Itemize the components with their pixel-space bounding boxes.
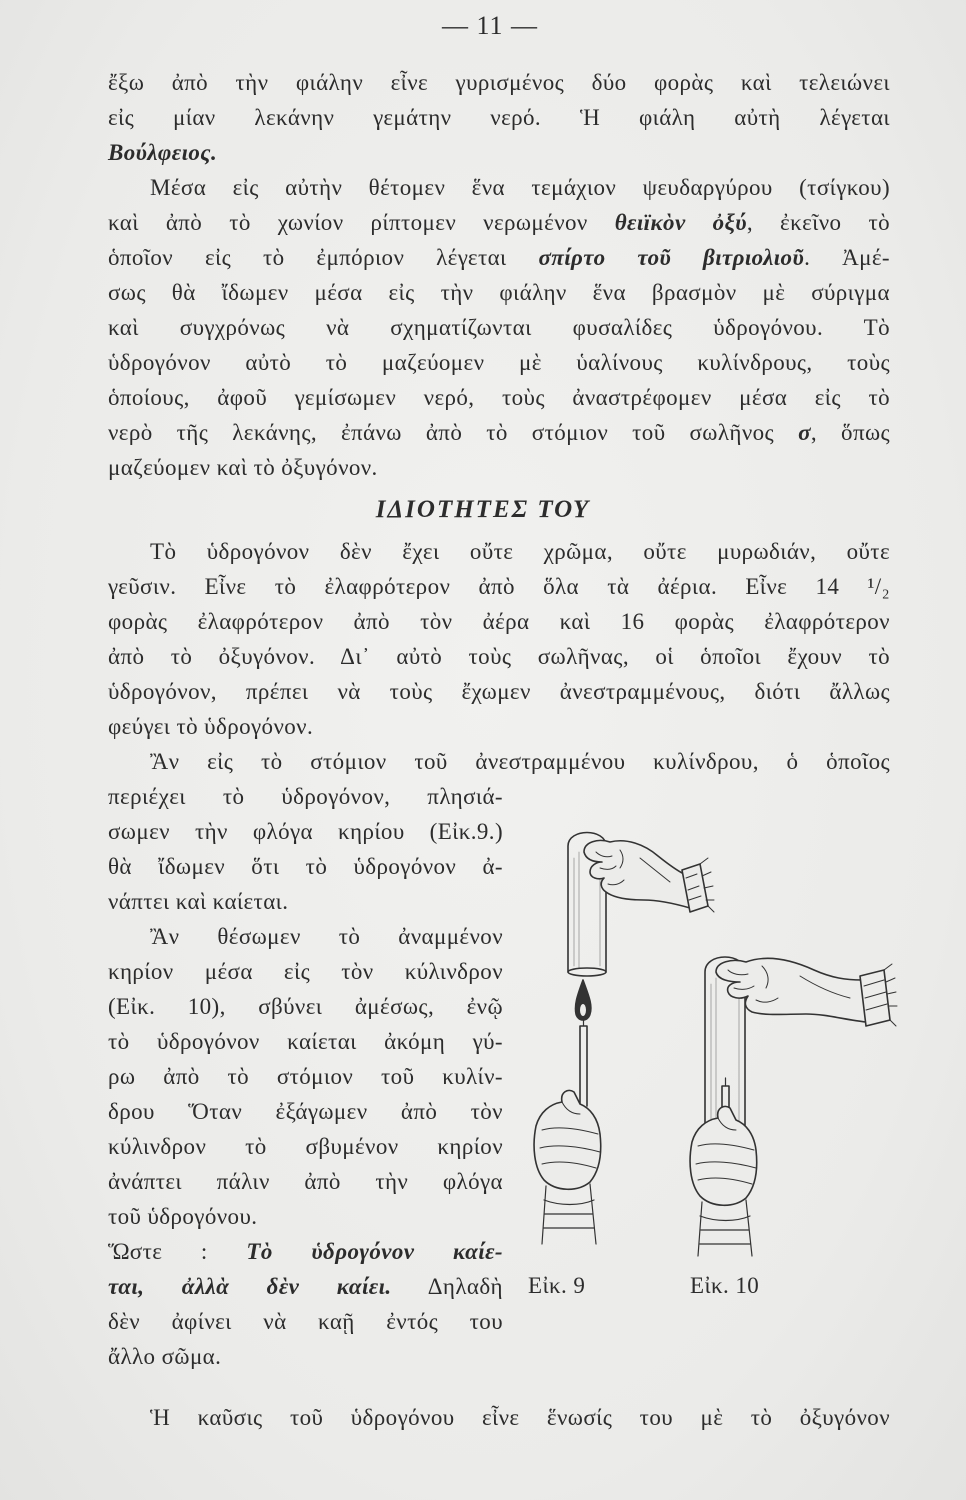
text-line [108,100,890,135]
page-number: — 11 — [441,11,539,40]
text-run: θὰ ἴδωμεν ὅτι τὸ ὑδρογόνον ἀ- [108,854,503,879]
text-run: καὶ ἀπὸ τὸ χωνίον ρίπτομεν νερωμένον [108,210,615,235]
text-run: φορὰς ἐλαφρότερον ἀπὸ τὸν ἀέρα καὶ 16 φορὰς ἐλαφρότερον [108,609,890,634]
text-run: ἔξω ἀπὸ τὴν φιάλην εἶνε γυρισμένος δύο φορὰς καὶ τελειώνει [108,70,890,95]
text-line [108,744,890,779]
emphasis-run: σπίρτο τοῦ βιτριολιοῦ [538,245,805,270]
figure-9-candle [580,1026,587,1106]
text-line [108,1164,503,1199]
figure-9-sleeve [542,1184,596,1244]
text-run: γεῦσιν. Εἶνε τὸ ἐλαφρότερον ἀπὸ ὅλα τὰ ἀέρια. Εἶνε 14 ¹/₂ [108,574,890,599]
text-run: ἀπὸ τὸ ὀξυγόνον. Δι᾽ αὐτὸ τοὺς σωλῆνας, οἱ ὁποῖοι ἔχουν τὸ [108,644,890,669]
text-run: ὁποῖον εἰς τὸ ἐμπόριον λέγεται [108,245,539,270]
text-line [108,849,503,884]
text-run: ἀνάπτει πάλιν ἀπὸ τὴν φλόγα [108,1169,503,1194]
text-line [108,639,890,674]
text-run: κύλινδρον τὸ σβυμένον κηρίον [108,1134,503,1159]
text-run: Ἂν εἰς τὸ στόμιον τοῦ ἀνεστραμμένου κυλίνδρου, ὁ ὁποῖος [150,749,890,774]
text-run: Δηλαδὴ [391,1274,503,1299]
text-line [108,1059,503,1094]
text-run: (Εἰκ. 10), σβύνει ἀμέσως, ἐνῷ [108,994,503,1019]
figure-9-cylinder-mouth [568,968,606,976]
text-line [108,709,890,744]
figure-10-sleeve [698,1200,752,1256]
text-run: καὶ συγχρόνως νὰ σχηματίζωνται φυσαλίδες ὑδρογόνου. Τὸ [108,315,890,340]
text-line [108,1129,503,1164]
text-run: ὑδρογόνον, πρέπει νὰ τοὺς ἔχωμεν ἀνεστραμμένους, διότι ἄλλως [108,679,890,704]
text-run: νάπτει καὶ καίεται. [108,889,289,914]
emphasis-run: θειϊκὸν ὀξύ [614,210,747,235]
text-run: εἰς μίαν λεκάνην γεμάτην νερό. Ἡ φιάλη αὐτὴ λέγεται [108,105,890,130]
text-line [108,919,503,954]
text-line [108,604,890,639]
text-line [108,450,890,485]
text-line [108,1199,503,1234]
intro-paragraphs [108,65,890,485]
figure-9 [534,833,714,1245]
text-line [108,1234,503,1269]
figure-9-caption: Εἰκ. 9 [528,1273,586,1298]
text-line [108,240,890,275]
emphasis-run: σ [798,420,811,445]
text-run: δὲν ἀφίνει νὰ καῇ ἐντός του [108,1309,503,1334]
figure-9-flame-core [580,1004,586,1016]
text-line [108,1400,890,1435]
text-line [108,674,890,709]
figure-10-caption: Εἰκ. 10 [690,1273,760,1298]
closing-paragraph [108,1400,890,1435]
text-line [108,814,503,849]
text-run: Ἂν θέσωμεν τὸ ἀναμμένον [150,924,503,949]
text-line [108,989,503,1024]
text-run: , ἐκεῖνο τὸ [746,210,890,235]
text-run: φεύγει τὸ ὑδρογόνον. [108,714,314,739]
text-run: Μέσα εἰς αὐτὴν θέτομεν ἕνα τεμάχιον ψευδαργύρου (τσίγκου) [150,175,890,200]
text-line [108,275,890,310]
text-run: μαζεύομεν καὶ τὸ ὀξυγόνον. [108,455,378,480]
text-line [108,1304,503,1339]
text-run: ρω ἀπὸ τὸ στόμιον τοῦ κυλίν- [108,1064,503,1089]
text-run: σωμεν τὴν φλόγα κηρίου (Εἰκ.9.) [108,819,503,844]
text-line [108,534,890,569]
figure-10 [690,957,897,1256]
text-run: ὑδρογόνον αὐτὸ τὸ μαζεύομεν μὲ ὑαλίνους κυλίνδρους, τοὺς [108,350,890,375]
text-run: Ἡ καῦσις τοῦ ὑδρογόνου εἶνε ἕνωσίς του μὲ τὸ ὀξυγόνον [150,1405,890,1430]
figure-9-lower-hand [534,1090,601,1189]
text-line [108,1024,503,1059]
text-run: Τὸ ὑδρογόνον δὲν ἔχει οὔτε χρῶμα, οὔτε μυρωδιάν, οὔτε [150,539,890,564]
text-line [108,380,890,415]
emphasis-run: Τὸ ὑδρογόνον καίε- [246,1239,503,1264]
text-line [108,135,890,170]
text-run: τὸ ὑδρογόνον καίεται ἀκόμη γύ- [108,1029,503,1054]
text-run: νερὸ τῆς λεκάνης, ἐπάνω ἀπὸ τὸ στόμιον τοῦ σωλῆνος [108,420,799,445]
text-run: τοῦ ὑδρογόνου. [108,1204,258,1229]
text-line [108,954,503,989]
text-line [108,65,890,100]
text-run: ὁποίους, ἀφοῦ γεμίσωμεν νερό, τοὺς ἀναστρέφομεν μέσα εἰς τὸ [108,385,890,410]
text-run: , ὅπως [810,420,890,445]
text-run: . Ἀμέ- [804,245,890,270]
text-line [108,1094,503,1129]
text-run: σως θὰ ἴδωμεν μέσα εἰς τὴν φιάλην ἕνα βρασμὸν μὲ σύριγμα [108,280,890,305]
emphasis-run: Βούλφειος. [108,140,218,165]
section-heading: ΙΔΙΟΤΗΤΕΣ ΤΟΥ [375,496,591,523]
text-run: περιέχει τὸ ὑδρογόνον, πλησιά- [108,784,503,809]
text-line [108,1269,503,1304]
text-line [108,310,890,345]
text-run: Ὥστε : [108,1239,247,1264]
text-line [108,170,890,205]
text-line [108,1339,503,1374]
text-line [108,345,890,380]
emphasis-run: ται, ἀλλὰ δὲν καίει. [108,1274,392,1299]
text-line [108,415,890,450]
text-run: δρου Ὅταν ἐξάγωμεν ἀπὸ τὸν [108,1099,503,1124]
figures-illustration [500,800,920,1270]
figure-10-upper-hand [716,958,866,1022]
text-line [108,569,890,604]
text-line [108,205,890,240]
figure-10-lower-hand [690,1106,757,1205]
text-run: ἄλλο σῶμα. [108,1344,222,1369]
figure-10-lower-hand-group [690,1106,757,1256]
text-line [108,884,503,919]
text-line [108,779,503,814]
text-run: κηρίον μέσα εἰς τὸν κύλινδρον [108,959,503,984]
